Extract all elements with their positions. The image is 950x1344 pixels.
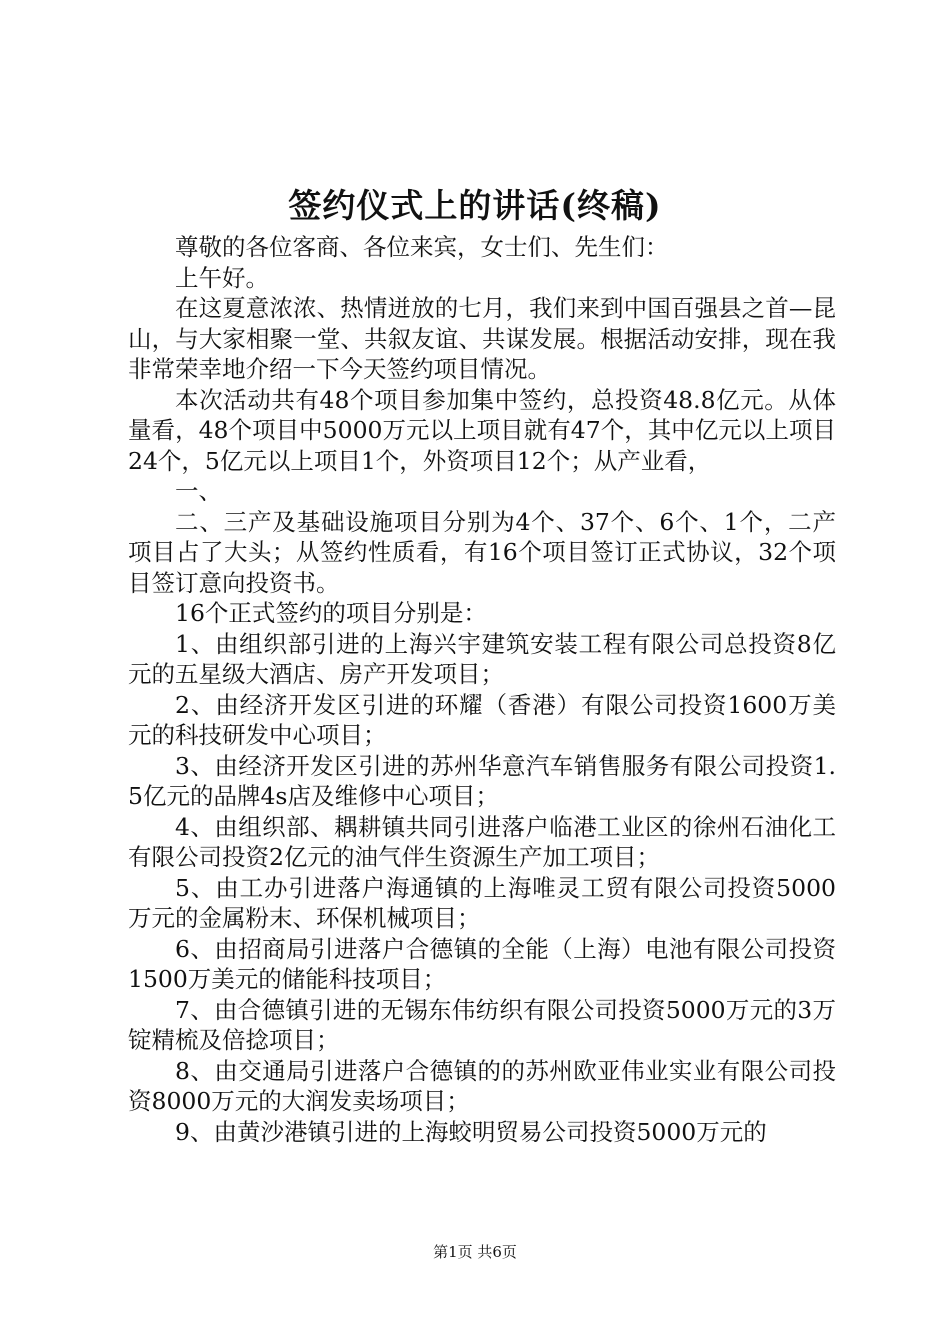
list-item: 2、由经济开发区引进的环耀（香港）有限公司投资1600万美元的科技研发中心项目；	[128, 690, 836, 749]
list-item: 9、由黄沙港镇引进的上海蛟明贸易公司投资5000万元的	[175, 1117, 767, 1146]
list-item: 7、由合德镇引进的无锡东伟纺织有限公司投资5000万元的3万锭精梳及倍捻项目；	[128, 995, 836, 1054]
list-item: 5、由工办引进落户海通镇的上海唯灵工贸有限公司投资5000万元的金属粉末、环保机械项目；	[128, 873, 836, 932]
paragraph: 16个正式签约的项目分别是：	[175, 599, 487, 627]
paragraph: 一、	[175, 477, 222, 505]
document-body	[128, 232, 836, 1147]
list-item: 8、由交通局引进落户合德镇的的苏州欧亚伟业实业有限公司投资8000万元的大润发卖场项目；	[128, 1056, 836, 1115]
list-item: 3、由经济开发区引进的苏州华意汽车销售服务有限公司投资1.5亿元的品牌4s店及维修中心项目；	[128, 751, 836, 810]
list-item: 1、由组织部引进的上海兴宇建筑安装工程有限公司总投资8亿元的五星级大酒店、房产开发项目；	[128, 629, 836, 688]
page-number-footer: 第1页 共6页	[433, 1243, 517, 1261]
paragraph: 在这夏意浓浓、热情迸放的七月，我们来到中国百强县之首—昆山，与大家相聚一堂、共叙友谊、共谋发展。根据活动安排，现在我非常荣幸地介绍一下今天签约项目情况。	[128, 294, 836, 383]
paragraph-greeting: 上午好。	[175, 263, 269, 292]
list-item: 4、由组织部、耦耕镇共同引进落户临港工业区的徐州石油化工有限公司投资2亿元的油气伴生资源生产加工项目；	[128, 812, 836, 871]
list-item: 6、由招商局引进落户合德镇的全能（上海）电池有限公司投资1500万美元的储能科技项目；	[128, 934, 836, 993]
paragraph: 本次活动共有48个项目参加集中签约，总投资48.8亿元。从体量看，48个项目中5000万元以上项目就有47个，其中亿元以上项目24个，5亿元以上项目1个，外资项目12个；从产业看，	[128, 385, 836, 475]
document-title: 签约仪式上的讲话(终稿)	[288, 186, 662, 225]
paragraph: 二、三产及基础设施项目分别为4个、37个、6个、1个，二产项目占了大头；从签约性质看，有16个项目签订正式协议，32个项目签订意向投资书。	[128, 507, 836, 597]
paragraph-salutation: 尊敬的各位客商、各位来宾，女士们、先生们：	[175, 233, 669, 261]
